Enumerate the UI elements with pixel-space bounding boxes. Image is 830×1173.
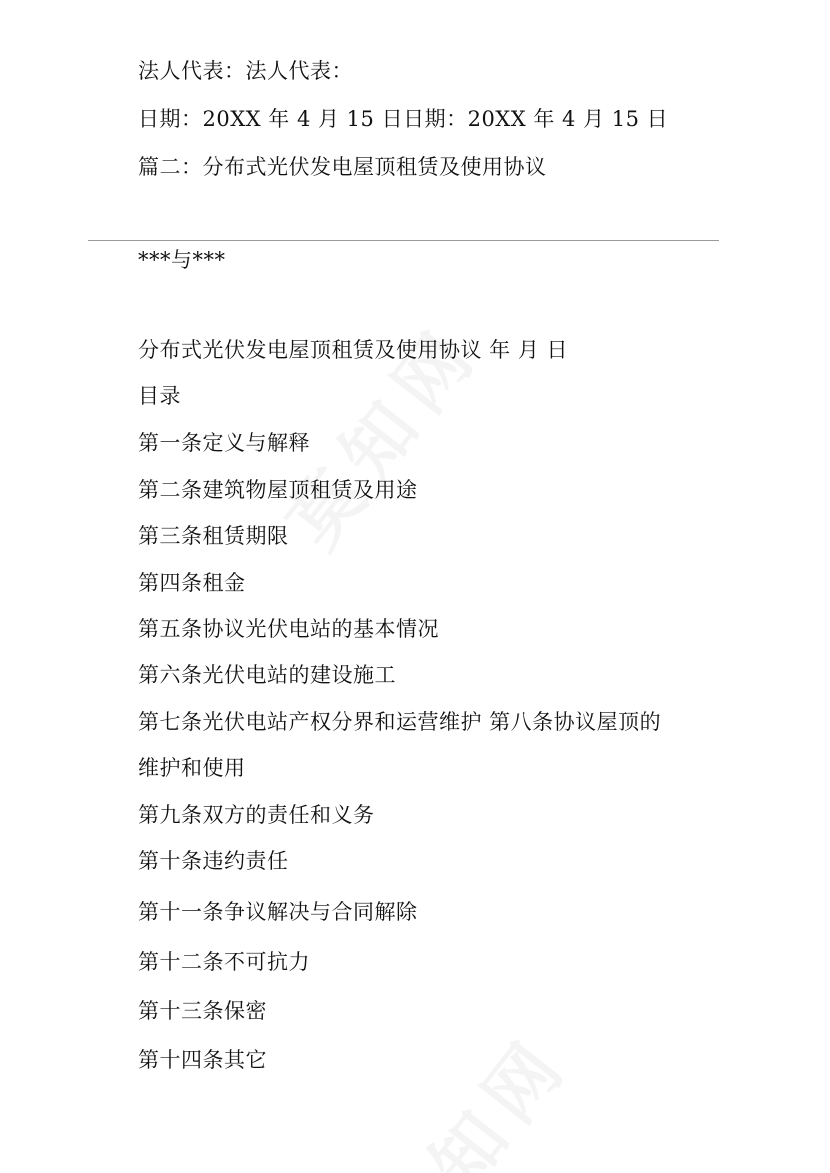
toc-item: 第十二条不可抗力 (138, 950, 310, 974)
toc-item: 第七条光伏电站产权分界和运营维护 第八条协议屋顶的 (138, 710, 662, 734)
toc-item: 第十一条争议解决与合同解除 (138, 900, 418, 924)
section-heading: 篇二：分布式光伏发电屋顶租赁及使用协议 (138, 155, 547, 179)
toc-item: 第十三条保密 (138, 999, 267, 1023)
toc-item: 第六条光伏电站的建设施工 (138, 663, 396, 687)
parties-line: ***与*** (138, 248, 226, 272)
toc-item: 第三条租赁期限 (138, 524, 289, 548)
toc-item: 第九条双方的责任和义务 (138, 803, 375, 827)
watermark (349, 1008, 590, 1173)
toc-item: 第一条定义与解释 (138, 431, 310, 455)
toc-item: 第二条建筑物屋顶租赁及用途 (138, 478, 418, 502)
toc-item: 第四条租金 (138, 571, 246, 595)
signature-line: 法人代表：法人代表： (138, 59, 353, 83)
toc-item: 维护和使用 (138, 756, 246, 780)
header-divider (88, 240, 719, 241)
toc-item: 第五条协议光伏电站的基本情况 (138, 617, 439, 641)
toc-item: 第十条违约责任 (138, 849, 289, 873)
toc-heading: 目录 (138, 384, 181, 408)
date-line: 日期：20XX 年 4 月 15 日日期：20XX 年 4 月 15 日 (138, 107, 669, 131)
agreement-title: 分布式光伏发电屋顶租赁及使用协议 年 月 日 (138, 338, 569, 362)
toc-item: 第十四条其它 (138, 1048, 267, 1072)
